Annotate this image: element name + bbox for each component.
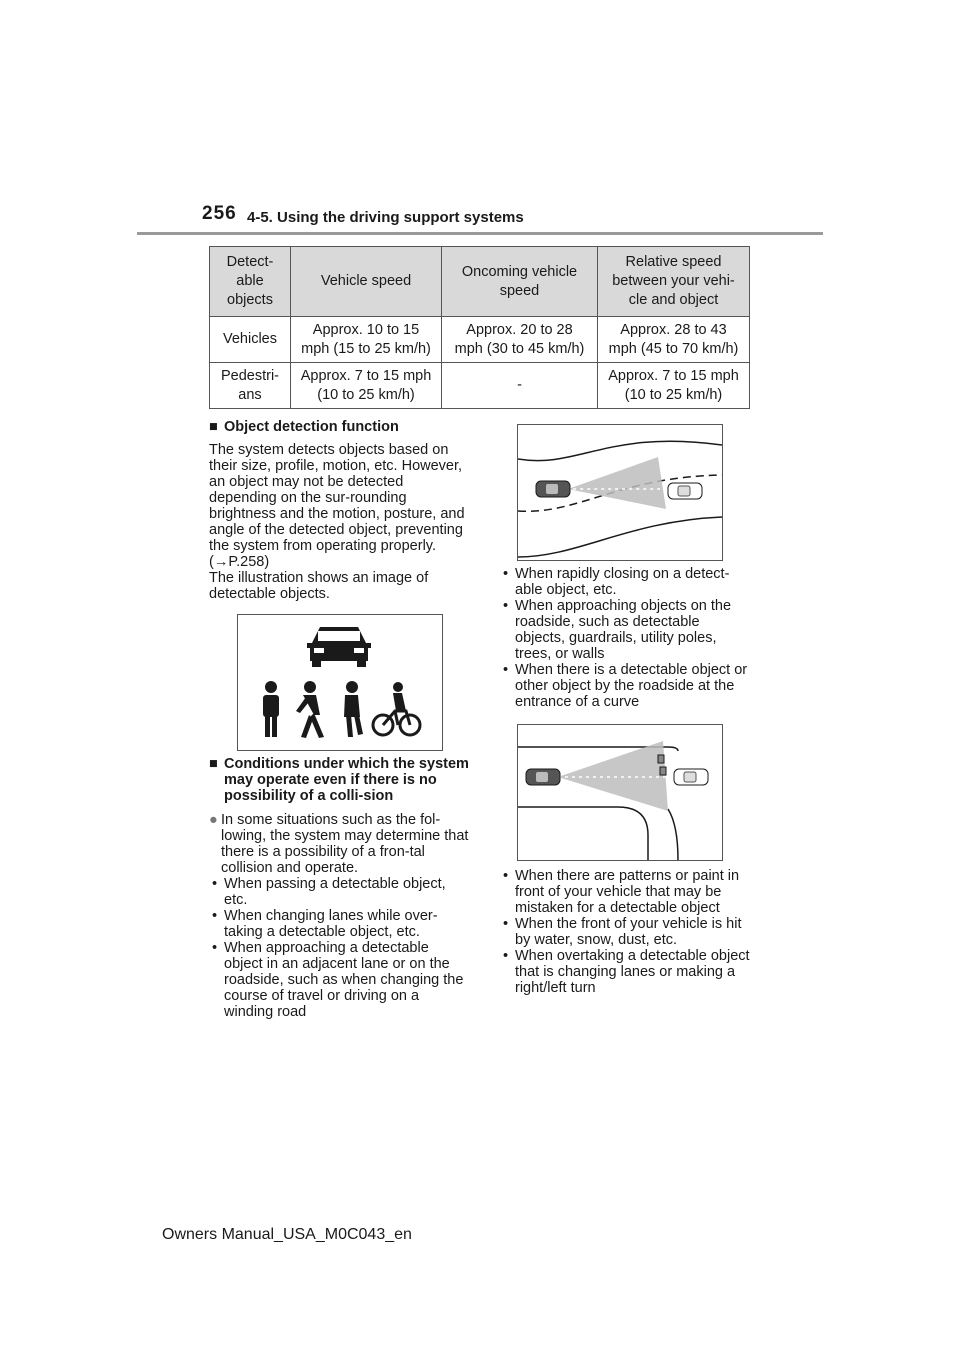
table-cell: - <box>442 363 598 409</box>
list-item: • When changing lanes while over-taking a detectable object, etc. <box>212 908 438 940</box>
section-title: 4-5. Using the driving support systems <box>247 209 524 226</box>
table-row <box>210 317 750 363</box>
table-header-cell: Vehicle speed <box>291 247 442 317</box>
car-front-icon <box>307 627 371 667</box>
table-row <box>210 363 750 409</box>
pedestrian-walking-icon <box>296 681 324 738</box>
conditions-list-right-1 <box>500 566 750 710</box>
conditions-intro: ● In some situations such as the fol-lowing, the system may determine that there is a possibility of a fron-tal collision and operate. <box>209 812 469 876</box>
detectable-objects-table <box>209 246 750 409</box>
conditions-list-left <box>209 876 471 1020</box>
list-item: • When overtaking a detectable object that is changing lanes or making a right/left turn <box>503 948 750 996</box>
circle-bullet-icon: ● <box>209 812 218 828</box>
table-cell: Pedestri- ans <box>210 363 291 409</box>
header-rule <box>137 232 823 235</box>
table-cell: Approx. 20 to 28 mph (30 to 45 km/h) <box>442 317 598 363</box>
bicycle-icon <box>373 711 420 735</box>
list-item: • When passing a detectable object, etc. <box>212 876 446 908</box>
conditions-heading: ■ Conditions under which the system may operate even if there is no possibility of a colli-sion <box>209 756 469 804</box>
pedestrian-child-icon <box>344 681 363 737</box>
list-item: • When approaching objects on the roadside, such as detectable objects, guardrails, utility poles, trees, or walls <box>503 598 732 662</box>
list-item: • When there are patterns or paint in front of your vehicle that may be mistaken for a detectable object <box>503 868 740 916</box>
detectable-objects-svg <box>238 615 442 750</box>
footer-manual-id: Owners Manual_USA_M0C043_en <box>162 1226 412 1243</box>
cyclist-icon <box>393 682 406 711</box>
own-vehicle-icon <box>526 769 560 785</box>
list-item: • When rapidly closing on a detect-able object, etc. <box>503 566 730 598</box>
square-bullet-icon: ■ <box>209 419 218 435</box>
table-header-cell: Detect- able objects <box>210 247 291 317</box>
winding-road-illustration <box>517 424 723 561</box>
winding-road-svg <box>518 425 722 560</box>
conditions-section <box>209 756 471 1020</box>
object-detection-section <box>209 419 471 602</box>
curve-entrance-svg <box>518 725 722 860</box>
table-cell: Vehicles <box>210 317 291 363</box>
own-vehicle-icon <box>536 481 570 497</box>
sensor-cone <box>558 741 668 811</box>
detectable-objects-illustration <box>237 614 443 751</box>
square-bullet-icon: ■ <box>209 756 218 772</box>
object-detection-paragraph: The system detects objects based on their size, profile, motion, etc. However, an object may not be detected depending on the sur-rounding brightness and the motion, posture, and angle of the detected object, preventing the system from operating properly. (→P.258) The illustration shows an image of detectable objects. <box>209 442 465 602</box>
table-cell: Approx. 10 to 15 mph (15 to 25 km/h) <box>291 317 442 363</box>
object-detection-heading: ■ Object detection function <box>209 419 399 435</box>
list-item: • When there is a detectable object or other object by the roadside at the entrance of a curve <box>503 662 748 710</box>
pedestrian-standing-icon <box>263 681 279 737</box>
list-item: • When the front of your vehicle is hit by water, snow, dust, etc. <box>503 916 742 948</box>
conditions-list-right-2 <box>500 868 750 996</box>
table-header-row <box>210 247 750 317</box>
target-vehicle-icon <box>668 483 702 499</box>
table-header-cell: Oncoming vehicle speed <box>442 247 598 317</box>
page-number: 256 <box>202 203 237 224</box>
table-cell: Approx. 7 to 15 mph (10 to 25 km/h) <box>598 363 750 409</box>
curve-entrance-illustration <box>517 724 723 861</box>
target-vehicle-icon <box>674 769 708 785</box>
table-cell: Approx. 28 to 43 mph (45 to 70 km/h) <box>598 317 750 363</box>
table-header-cell: Relative speed between your vehi- cle and object <box>598 247 750 317</box>
table-cell: Approx. 7 to 15 mph (10 to 25 km/h) <box>291 363 442 409</box>
list-item: • When approaching a detectable object in an adjacent lane or on the roadside, such as when changing the course of travel or driving on a winding road <box>212 940 464 1020</box>
